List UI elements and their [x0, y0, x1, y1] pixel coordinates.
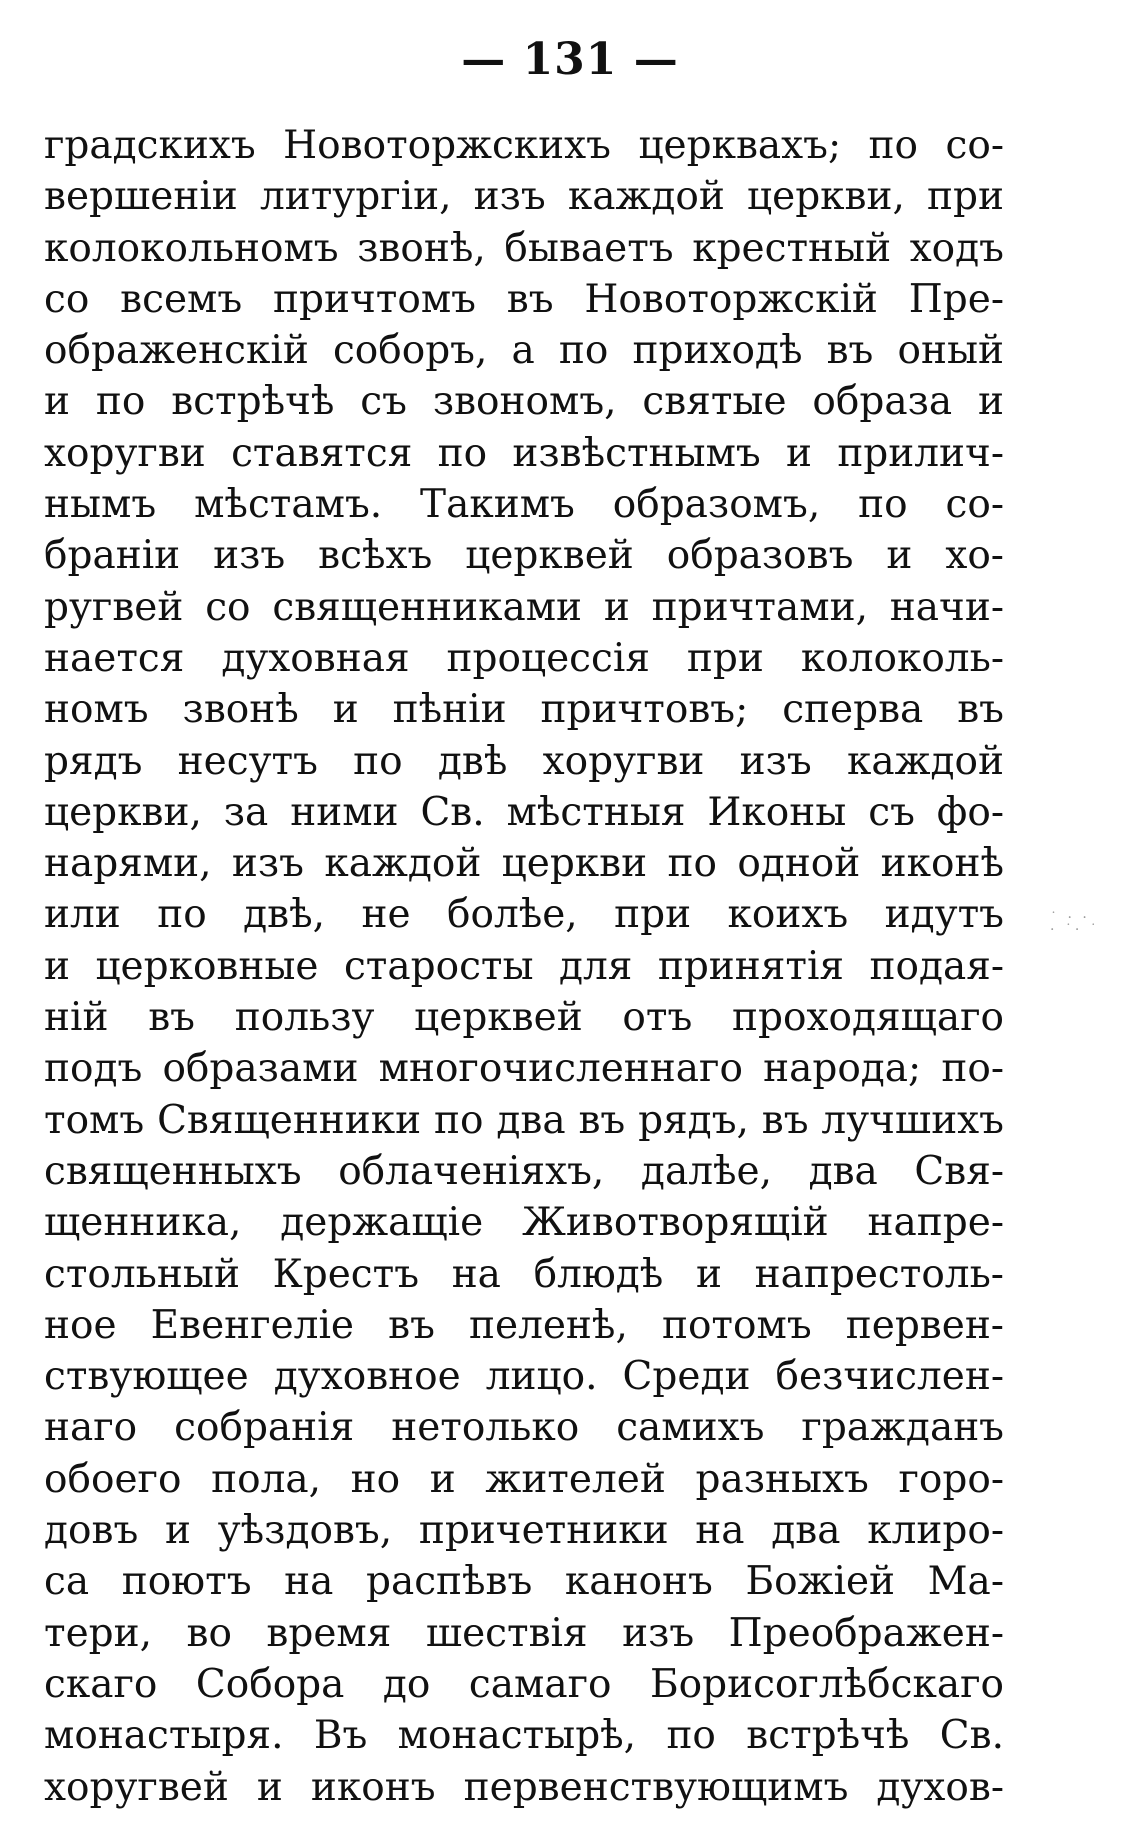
page-body-text [44, 120, 1004, 1813]
text-line: колокольномъ звонѣ, бываетъ крестный ходъ [44, 225, 1004, 271]
text-line: нается духовная процессія при колоколь- [44, 635, 1004, 681]
text-line: ній въ пользу церквей отъ проходящаго [44, 995, 1004, 1041]
text-line: стольный Крестъ на блюдѣ и напрестоль- [44, 1251, 1004, 1297]
text-line: обоего пола, но и жителей разныхъ горо- [44, 1456, 1004, 1502]
text-line: ругвей со священниками и причтами, начи- [44, 584, 1004, 630]
text-line: браніи изъ всѣхъ церквей образовъ и хо- [44, 533, 1004, 579]
margin-ink-specks: ˙ · · · ˙· ˙ [1050, 910, 1100, 938]
text-line: вершеніи литургіи, изъ каждой церкви, при [44, 174, 1004, 220]
text-line: и по встрѣчѣ съ звономъ, святые образа и [44, 379, 1004, 425]
text-line: со всемъ причтомъ въ Новоторжскій Пре- [44, 276, 1004, 322]
text-line: священныхъ облаченіяхъ, далѣе, два Свя- [44, 1148, 1004, 1194]
text-line: хоругвей и иконъ первенствующимъ духов- [44, 1764, 1004, 1810]
text-line: щенника, держащіе Животворящій напре- [44, 1200, 1004, 1246]
text-line: са поютъ на распѣвъ канонъ Божіей Ма- [44, 1559, 1004, 1605]
text-line: ображенскій соборъ, а по приходѣ въ оный [44, 328, 1004, 374]
text-line: хоругви ставятся по извѣстнымъ и прилич- [44, 430, 1004, 476]
text-line: ствующее духовное лицо. Среди безчислен- [44, 1354, 1004, 1400]
text-line: довъ и уѣздовъ, причетники на два клиро- [44, 1508, 1004, 1554]
text-line: ное Евенгеліе въ пеленѣ, потомъ первен- [44, 1302, 1004, 1348]
text-line: нарями, изъ каждой церкви по одной иконѣ [44, 841, 1004, 887]
text-line: томъ Священники по два въ рядъ, въ лучшихъ [44, 1097, 1004, 1143]
text-line: рядъ несутъ по двѣ хоругви изъ каждой [44, 738, 1004, 784]
text-line: тери, во время шествія изъ Преображен- [44, 1610, 1004, 1656]
text-line: монастыря. Въ монастырѣ, по встрѣчѣ Св. [44, 1713, 1004, 1759]
text-line: нымъ мѣстамъ. Такимъ образомъ, по со- [44, 482, 1004, 528]
text-line: или по двѣ, не болѣе, при коихъ идутъ [44, 892, 1004, 938]
text-line: церкви, за ними Св. мѣстныя Иконы съ фо- [44, 789, 1004, 835]
text-line: наго собранія нетолько самихъ гражданъ [44, 1405, 1004, 1451]
text-line: подъ образами многочисленнаго народа; по- [44, 1046, 1004, 1092]
page-number: — 131 — [461, 34, 679, 85]
text-line: номъ звонѣ и пѣніи причтовъ; сперва въ [44, 687, 1004, 733]
text-line: и церковные старосты для принятія подая- [44, 943, 1004, 989]
text-line: градскихъ Новоторжскихъ церквахъ; по со- [44, 123, 1004, 168]
text-line: скаго Собора до самаго Борисоглѣбскаго [44, 1661, 1004, 1707]
